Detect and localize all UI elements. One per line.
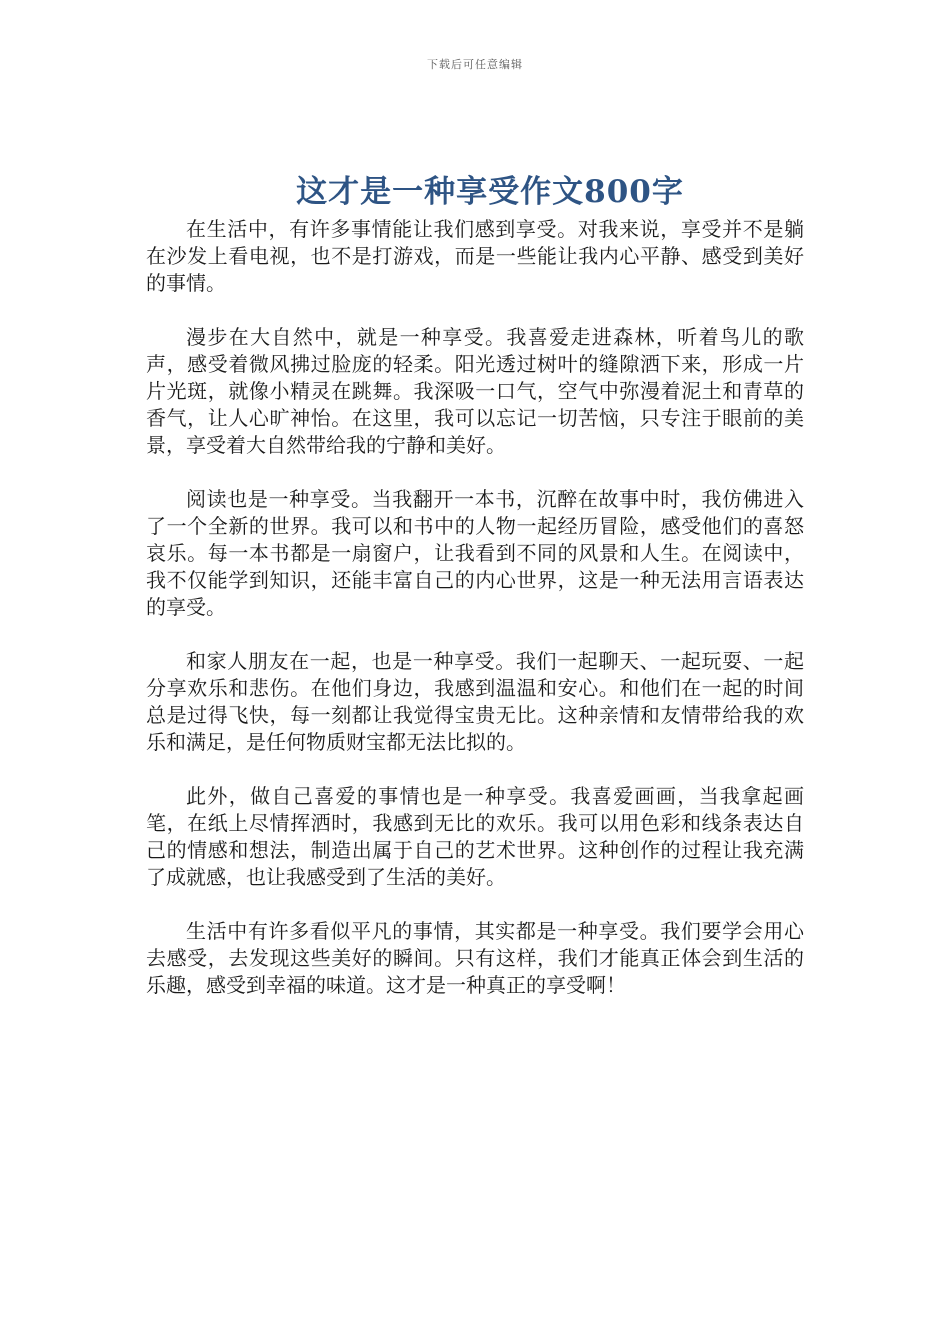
paragraph: 阅读也是一种享受。当我翻开一本书，沉醉在故事中时，我仿佛进入了一个全新的世界。我可以和书中的人物一起经历冒险，感受他们的喜怒哀乐。每一本书都是一扇窗户，让我看到不同的风景和人生。在阅读中，我不仅能学到知识，还能丰富自己的内心世界，这是一种无法用言语表达的享受。 bbox=[146, 487, 804, 619]
paragraph: 此外，做自己喜爱的事情也是一种享受。我喜爱画画，当我拿起画笔，在纸上尽情挥洒时，我感到无比的欢乐。我可以用色彩和线条表达自己的情感和想法，制造出属于自己的艺术世界。这种创作的过程让我充满了成就感，也让我感受到了生活的美好。 bbox=[146, 784, 804, 889]
paragraph: 在生活中，有许多事情能让我们感到享受。对我来说，享受并不是躺在沙发上看电视，也不是打游戏，而是一些能让我内心平静、感受到美好的事情。 bbox=[146, 217, 804, 295]
document-title: 这才是一种享受作文800字 bbox=[296, 174, 684, 210]
document-body bbox=[146, 216, 804, 1026]
paragraph: 和家人朋友在一起，也是一种享受。我们一起聊天、一起玩耍、一起分享欢乐和悲伤。在他们身边，我感到温温和安心。和他们在一起的时间总是过得飞快，每一刻都让我觉得宝贵无比。这种亲情和友情带给我的欢乐和满足，是任何物质财宝都无法比拟的。 bbox=[146, 649, 804, 754]
paragraph: 生活中有许多看似平凡的事情，其实都是一种享受。我们要学会用心去感受，去发现这些美好的瞬间。只有这样，我们才能真正体会到生活的乐趣，感受到幸福的味道。这才是一种真正的享受啊！ bbox=[146, 919, 804, 997]
header-note: 下载后可任意编辑 bbox=[427, 58, 523, 71]
paragraph: 漫步在大自然中，就是一种享受。我喜爱走进森林，听着鸟儿的歌声，感受着微风拂过脸庞的轻柔。阳光透过树叶的缝隙洒下来，形成一片片光斑，就像小精灵在跳舞。我深吸一口气，空气中弥漫着泥土和青草的香气，让人心旷神怡。在这里，我可以忘记一切苦恼，只专注于眼前的美景，享受着大自然带给我的宁静和美好。 bbox=[146, 325, 804, 457]
